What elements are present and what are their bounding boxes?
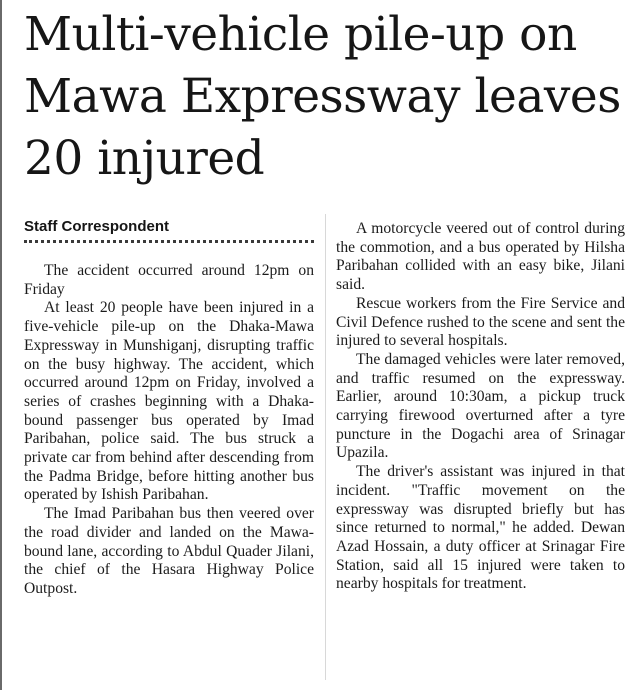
article-paragraph: The damaged vehicles were later removed, and traffic resumed on the expressway. Earlier, around 10:30am, a pickup truck carrying firewood overturned after a tyre puncture in the Dogachi area of Srinagar Upazila. xyxy=(336,350,625,462)
article-paragraph: Rescue workers from the Fire Service and Civil Defence rushed to the scene and sent the injured to several hospitals. xyxy=(336,294,625,350)
article-column-right xyxy=(336,220,625,594)
page-left-border xyxy=(0,0,2,690)
article-paragraph-summary: The accident occurred around 12pm on Friday xyxy=(24,262,314,298)
article-paragraph: The driver's assistant was injured in that incident. "Traffic movement on the expressway was disrupted briefly but has since returned to normal," he added. Dewan Azad Hossain, a duty officer at Srinagar Fire Station, said all 15 injured were taken to nearby hospitals for treatment. xyxy=(336,463,625,593)
article-headline: Multi-vehicle pile-up on Mawa Expressway leaves 20 injured xyxy=(24,7,621,186)
byline-dotted-rule xyxy=(24,240,314,243)
article-column-left xyxy=(24,262,314,599)
article-byline: Staff Correspondent xyxy=(24,218,170,235)
column-divider xyxy=(325,214,326,680)
article-paragraph: A motorcycle veered out of control during the commotion, and a bus operated by Hilsha Paribahan collided with an easy bike, Jilani said. xyxy=(336,220,625,294)
article-paragraph: The Imad Paribahan bus then veered over the road divider and landed on the Mawa-bound lane, according to Abdul Quader Jilani, the chief of the Hasara Highway Police Outpost. xyxy=(24,505,314,597)
article-paragraph: At least 20 people have been injured in a five-vehicle pile-up on the Dhaka-Mawa Expressway in Munshiganj, disrupting traffic on the busy highway. The accident, which occurred around 12pm on Friday, involved a series of crashes beginning with a Dhaka-bound passenger bus operated by Imad Paribahan, police said. The bus struck a private car from behind after descending from the Padma Bridge, before hitting another bus operated by Ishish Paribahan. xyxy=(24,299,314,504)
